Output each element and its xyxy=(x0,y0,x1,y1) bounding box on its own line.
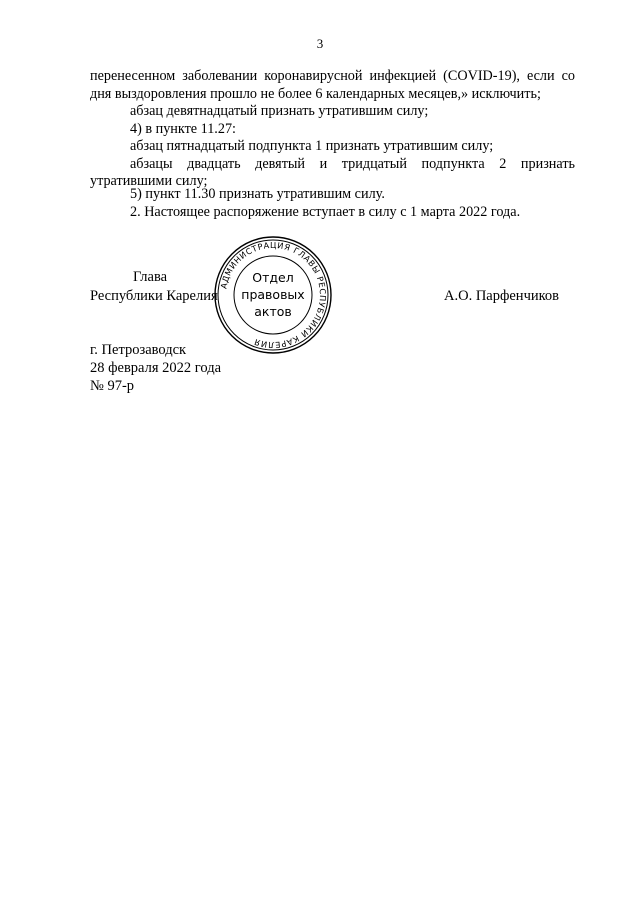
page-number: 3 xyxy=(316,36,324,51)
paragraph-line: абзацы двадцать девятый и тридцатый подпункта 2 признать xyxy=(130,156,575,172)
paragraph-line: перенесенном заболевании коронавирусной инфекцией (COVID-19), если со xyxy=(90,68,575,84)
stamp-seal xyxy=(211,233,335,357)
document-number: № 97-р xyxy=(90,378,135,394)
signatory-title: Глава xyxy=(133,269,168,285)
stamp-center-line: Отдел xyxy=(252,270,294,285)
stamp-center-line: правовых xyxy=(241,287,305,302)
paragraph-line: дня выздоровления прошло не более 6 календарных месяцев,» исключить; xyxy=(90,86,541,102)
document-date: 28 февраля 2022 года xyxy=(90,360,222,376)
stamp-center-line: актов xyxy=(254,304,292,319)
document-place: г. Петрозаводск xyxy=(90,342,187,358)
paragraph-line: абзац пятнадцатый подпункта 1 признать утратившим силу; xyxy=(130,138,494,154)
signatory-region: Республики Карелия xyxy=(90,288,218,304)
paragraph-line: абзац девятнадцатый признать утратившим силу; xyxy=(130,103,429,119)
paragraph-line: 2. Настоящее распоряжение вступает в силу с 1 марта 2022 года. xyxy=(130,204,521,220)
signatory-name: А.О. Парфенчиков xyxy=(444,288,560,304)
paragraph-line: 5) пункт 11.30 признать утратившим силу. xyxy=(130,186,385,202)
paragraph-line: утратившими силу; xyxy=(90,173,208,189)
stamp-ring-text: АДМИНИСТРАЦИЯ ГЛАВЫ РЕСПУБЛИКИ КАРЕЛИЯ xyxy=(218,239,329,351)
paragraph-line: 4) в пункте 11.27: xyxy=(130,121,236,137)
